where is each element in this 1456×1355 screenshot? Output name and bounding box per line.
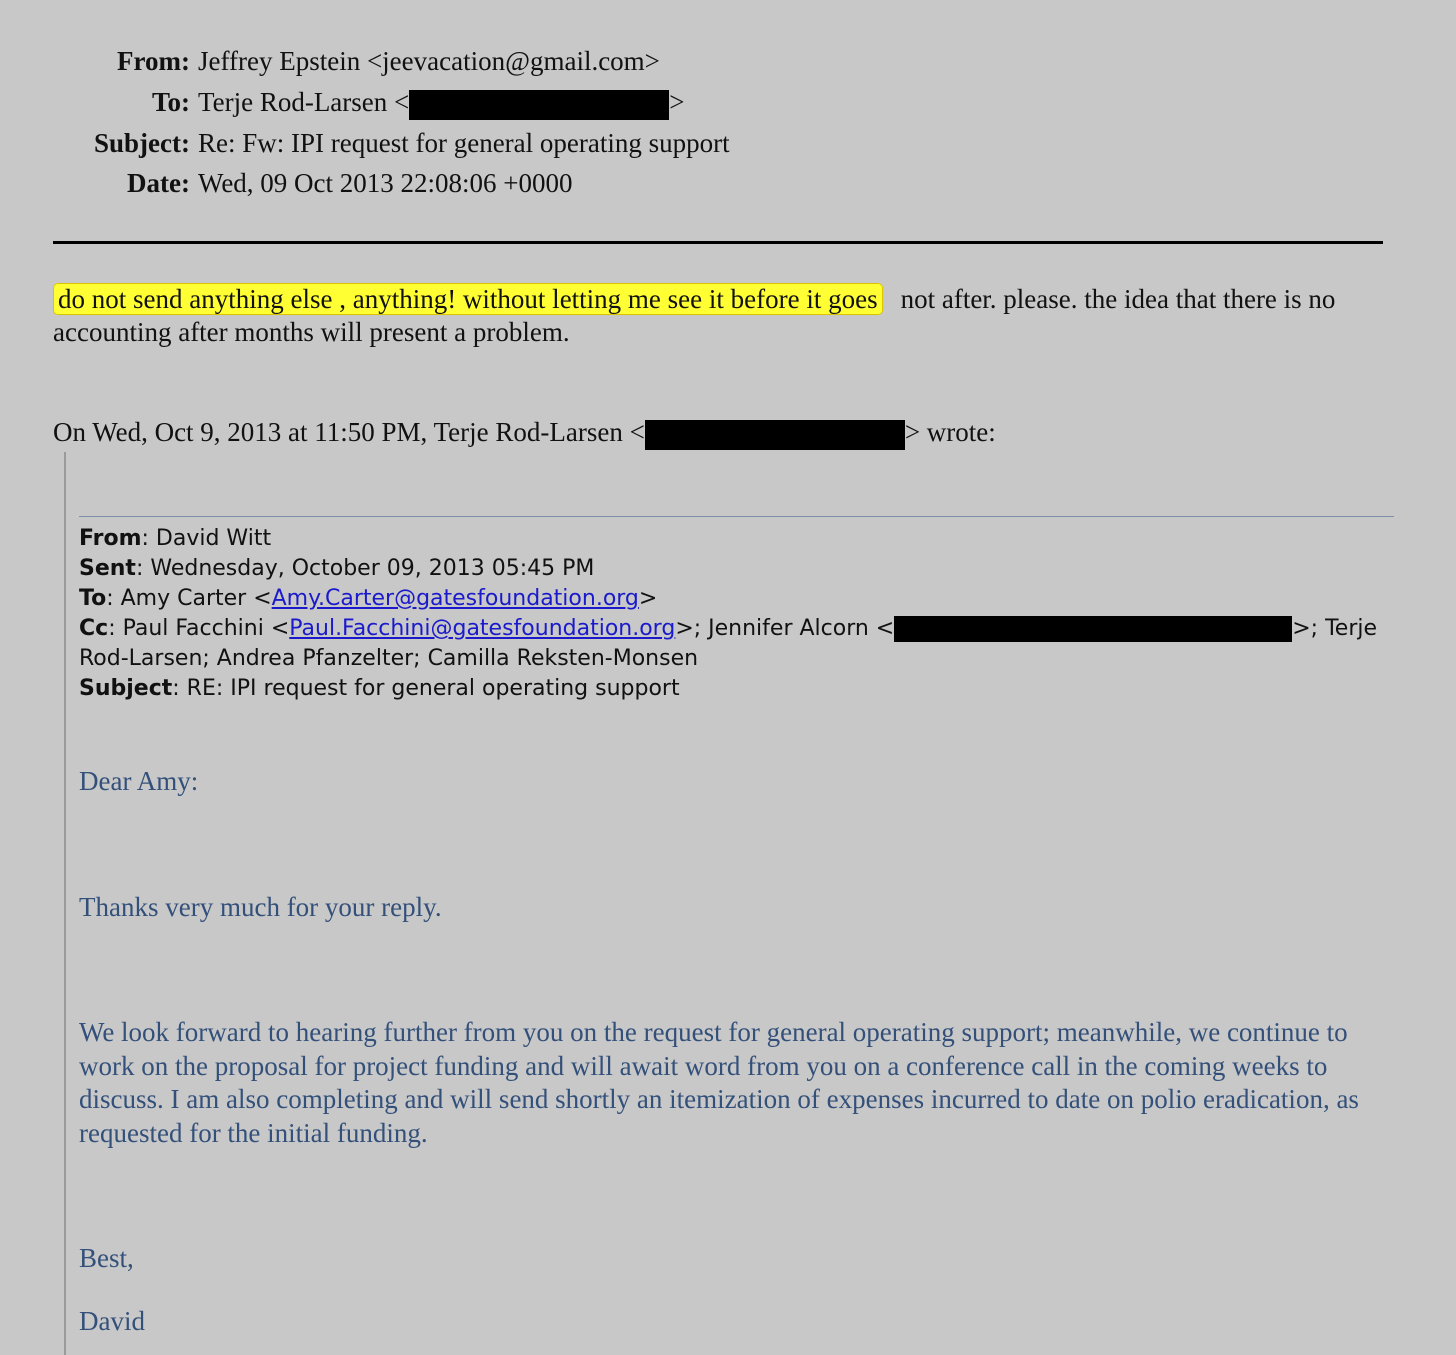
forwarded-subject-row	[79, 674, 1389, 704]
forwarded-subject-value: : RE: IPI request for general operating support	[172, 676, 680, 701]
letter-closing: Best,	[79, 1243, 134, 1273]
header-subject-label: Subject:	[94, 128, 190, 158]
header-subject-row	[0, 126, 1400, 160]
redaction-box	[645, 420, 905, 450]
letter-greeting: Dear Amy:	[79, 766, 199, 796]
forwarded-cc-middle: >; Jennifer Alcorn <	[675, 616, 895, 641]
header-to-name: Terje Rod-Larsen <	[198, 87, 410, 117]
quote-bar	[64, 452, 66, 1355]
header-from-value: Jeffrey Epstein <jeevacation@gmail.com>	[198, 46, 660, 76]
forwarded-cc-row	[79, 614, 1389, 674]
header-subject-value: Re: Fw: IPI request for general operating support	[198, 128, 730, 158]
letter-signature: David	[79, 1306, 145, 1336]
email-link-amy-carter[interactable]: Amy.Carter@gatesfoundation.org	[271, 586, 639, 611]
email-link-paul-facchini[interactable]: Paul.Facchini@gatesfoundation.org	[289, 616, 676, 641]
reply-rest-text: not after. please. the idea that there is no accounting after months will present a problem.	[53, 284, 1336, 347]
forwarded-sent-row	[79, 554, 1389, 584]
forwarded-to-suffix: >	[638, 586, 658, 611]
forwarded-header	[79, 524, 1389, 704]
forwarded-sent-label: Sent	[79, 556, 136, 581]
forwarded-cc-prefix: : Paul Facchini <	[108, 616, 290, 641]
highlighted-text: do not send anything else , anything! without letting me see it before it goes	[53, 283, 883, 315]
header-from-label: From:	[117, 46, 190, 76]
header-divider	[53, 241, 1383, 244]
forwarded-subject-label: Subject	[79, 676, 173, 701]
quote-intro	[53, 415, 996, 450]
header-to-row	[0, 85, 1400, 120]
header-to-close: >	[669, 87, 685, 117]
forwarded-from-row	[79, 524, 1389, 554]
quote-intro-before: On Wed, Oct 9, 2013 at 11:50 PM, Terje Rod-Larsen <	[53, 417, 645, 447]
forwarded-to-prefix: : Amy Carter <	[106, 586, 272, 611]
redaction-box	[409, 90, 669, 120]
quote-intro-after: > wrote:	[904, 417, 996, 447]
header-date-value: Wed, 09 Oct 2013 22:08:06 +0000	[198, 168, 573, 198]
forwarded-cc-label: Cc	[79, 616, 109, 641]
quote-divider	[79, 516, 1394, 517]
letter-paragraph: We look forward to hearing further from you on the request for general operating support; meanwhile, we continue to work on the proposal for project funding and will await word from you on a conference call in the coming weeks to discuss. I am also completing and will send shortly an itemization of expenses incurred to date on polio eradication, as requested for the initial funding.	[79, 1017, 1359, 1148]
header-date-row	[0, 166, 1400, 200]
header-date-label: Date:	[127, 168, 190, 198]
forwarded-to-row	[79, 584, 1389, 614]
forwarded-from-value: : David Witt	[141, 526, 272, 551]
redaction-box	[894, 616, 1292, 642]
header-to-label: To:	[151, 87, 190, 117]
forwarded-to-label: To	[79, 586, 107, 611]
reply-message	[53, 283, 1383, 349]
forwarded-cc-suffix: >; Terje Rod-Larsen; Andrea Pfanzelter; Camilla Reksten-Monsen	[79, 616, 1378, 671]
forwarded-sent-value: : Wednesday, October 09, 2013 05:45 PM	[135, 556, 595, 581]
forwarded-from-label: From	[79, 526, 142, 551]
header-from-row	[0, 44, 1400, 78]
letter-thanks: Thanks very much for your reply.	[79, 892, 442, 922]
